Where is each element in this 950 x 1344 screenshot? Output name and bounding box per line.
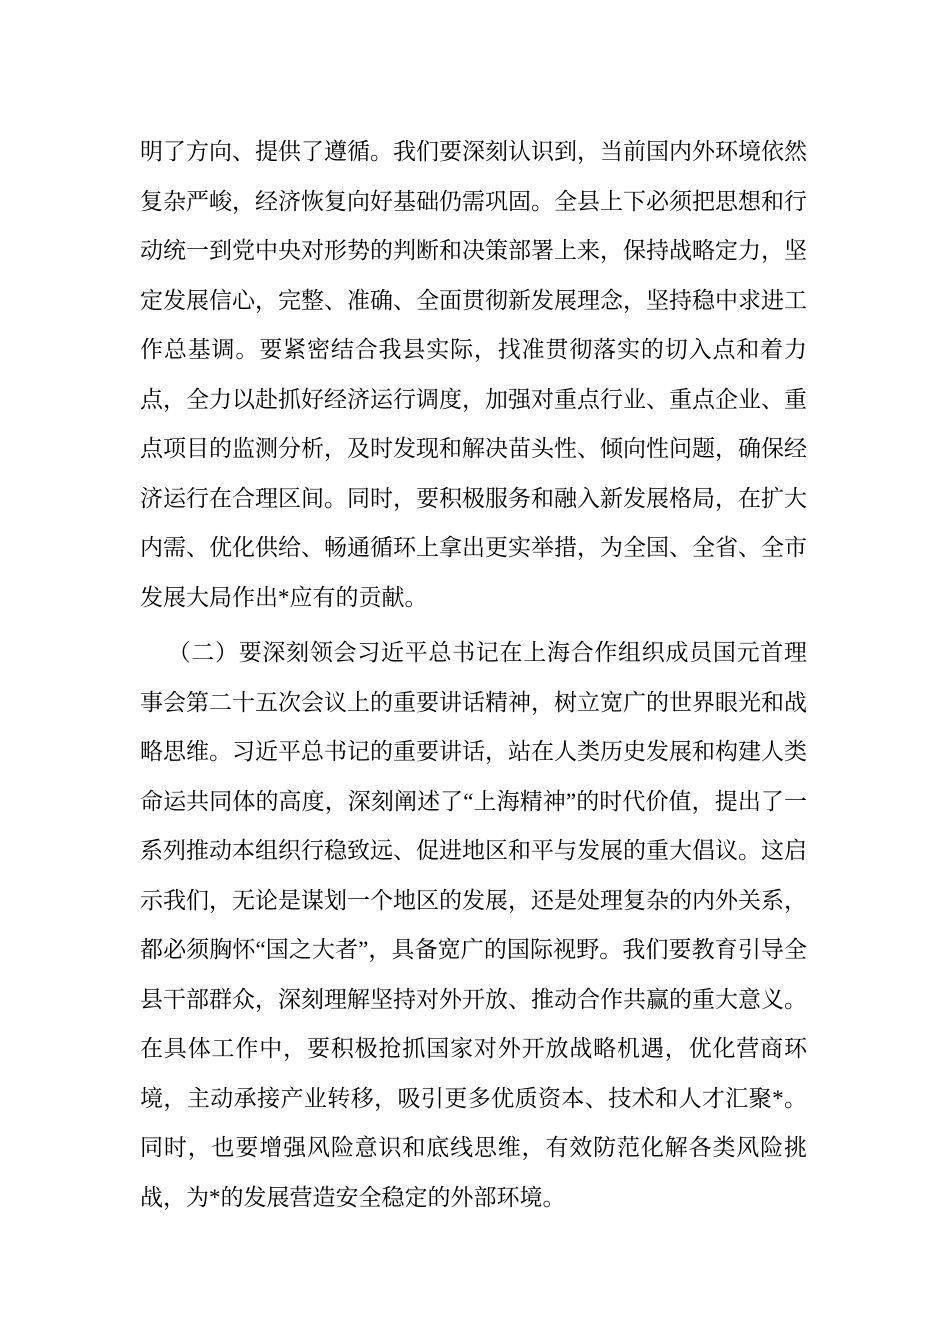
paragraph-2: （二）要深刻领会习近平总书记在上海合作组织成员国元首理事会第二十五次会议上的重要讲话精神，树立宽广的世界眼光和战略思维。习近平总书记的重要讲话，站在人类历史发展和构建人类命运共同体的高度，深刻阐述了“上海精神”的时代价值，提出了一系列推动本组织行稳致远、促进地区和平与发展的重大倡议。这启示我们，无论是谋划一个地区的发展，还是处理复杂的内外关系，都必须胸怀“国之大者”，具备宽广的国际视野。我们要教育引导全县干部群众，深刻理解坚持对外开放、推动合作共赢的重大意义。在具体工作中，要积极抢抓国家对外开放战略机遇，优化营商环境，主动承接产业转移，吸引更多优质资本、技术和人才汇聚*。同时，也要增强风险意识和底线思维，有效防范化解各类风险挑战，为*的发展营造安全稳定的外部环境。 [140,640,807,1210]
document-body-text [140,127,807,1222]
paragraph-1: 明了方向、提供了遵循。我们要深刻认识到，当前国内外环境依然复杂严峻，经济恢复向好基础仍需巩固。全县上下必须把思想和行动统一到党中央对形势的判断和决策部署上来，保持战略定力，坚定发展信心，完整、准确、全面贯彻新发展理念，坚持稳中求进工作总基调。要紧密结合我县实际，找准贯彻落实的切入点和着力点，全力以赴抓好经济运行调度，加强对重点行业、重点企业、重点项目的监测分析，及时发现和解决苗头性、倾向性问题，确保经济运行在合理区间。同时，要积极服务和融入新发展格局，在扩大内需、优化供给、畅通循环上拿出更实举措，为全国、全省、全市发展大局作出*应有的贡献。 [140,139,807,610]
